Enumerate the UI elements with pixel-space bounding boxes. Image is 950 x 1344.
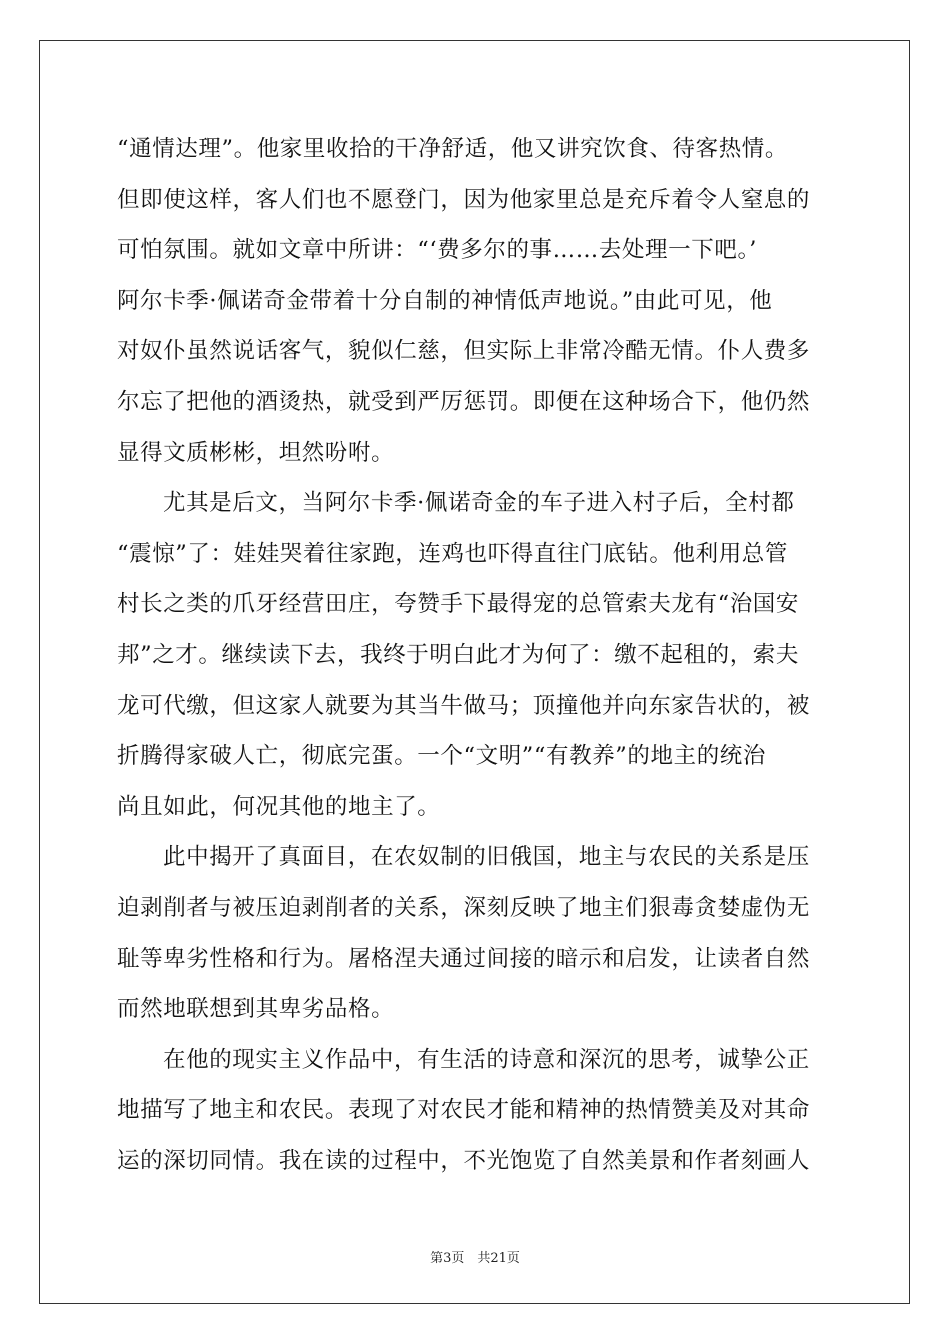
- text-line: “通情达理”。他家里收拾的干净舒适，他又讲究饮食、待客热情。: [117, 136, 789, 162]
- paragraph-first-line: 在他的现实主义作品中，有生活的诗意和深沉的思考，诚挚公正: [163, 1046, 810, 1073]
- text-line: 尚且如此，何况其他的地主了。: [117, 793, 441, 820]
- text-line: 运的深切同情。我在读的过程中，不光饱览了自然美景和作者刻画人: [117, 1147, 811, 1174]
- text-line: 龙可代缴，但这家人就要为其当牛做马；顶撞他并向东家告状的，被: [117, 692, 811, 719]
- text-line: 村长之类的爪牙经营田庄，夸赞手下最得宠的总管索夫龙有“治国安: [117, 591, 800, 618]
- paragraph-first-line: 尤其是后文，当阿尔卡季·佩诺奇金的车子进入村子后，全村都: [163, 490, 795, 517]
- text-line: 可怕氛围。就如文章中所讲：“‘费多尔的事……去处理一下吧。’: [117, 237, 758, 264]
- text-line: 地描写了地主和农民。表现了对农民才能和精神的热情赞美及对其命: [117, 1097, 811, 1124]
- text-line: 阿尔卡季·佩诺奇金带着十分自制的神情低声地说。”由此可见，他: [117, 287, 773, 314]
- text-line: 迫剥削者与被压迫剥削者的关系，深刻反映了地主们狠毒贪婪虚伪无: [117, 894, 811, 921]
- text-line: 显得文质彬彬，坦然吩咐。: [117, 439, 395, 466]
- text-line: “震惊”了：娃娃哭着往家跑，连鸡也吓得直往门底钻。他利用总管: [117, 540, 789, 567]
- text-line: 但即使这样，客人们也不愿登门，因为他家里总是充斥着令人窒息的: [117, 186, 811, 213]
- text-line: 对奴仆虽然说话客气，貌似仁慈，但实际上非常冷酷无情。仆人费多: [117, 338, 811, 365]
- paragraph-first-line: 此中揭开了真面目，在农奴制的旧俄国，地主与农民的关系是压: [163, 844, 810, 871]
- document-body: [117, 124, 833, 1186]
- page-number-footer: 第3页 共21页: [430, 1251, 520, 1266]
- text-line: 而然地联想到其卑劣品格。: [117, 996, 395, 1023]
- text-line: 折腾得家破人亡，彻底完蛋。一个“文明”“有教养”的地主的统治: [117, 743, 767, 770]
- text-line: 邦”之才。继续读下去，我终于明白此才为何了：缴不起租的，索夫: [117, 641, 800, 668]
- text-line: 耻等卑劣性格和行为。屠格涅夫通过间接的暗示和启发，让读者自然: [117, 945, 811, 972]
- text-line: 尔忘了把他的酒烫热，就受到严厉惩罚。即便在这种场合下，他仍然: [117, 388, 811, 415]
